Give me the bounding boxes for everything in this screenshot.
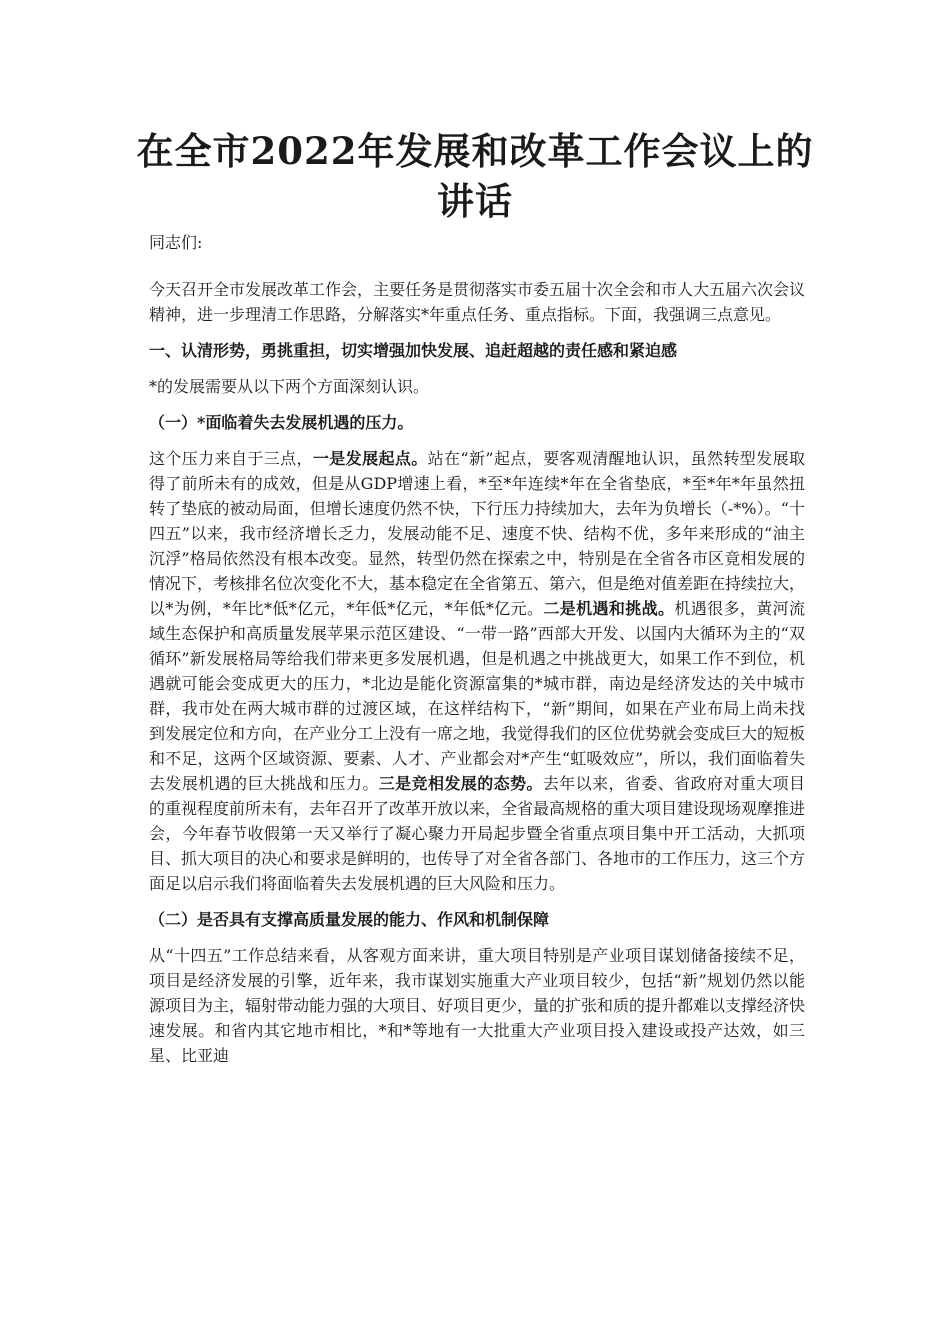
paragraph-text: 站在“新”起点，要客观清醒地认识，虽然转型发展取得了前所未有的成效，但是从GDP增速上看，*至*年连续*年在全省垫底，*至*年*年虽然扭转了垫底的被动局面，但增长速度仍然不快，下行压力持续加大，去年为负增长（-*%）。“十四五”以来，我市经济增长乏力，发展动能不足、速度不快、结构不优，多年来形成的“油主沉浮”格局依然没有根本改变。显然，转型仍然在探索之中，特别是在全省各市区竟相发展的情况下，考核排名位次变化不大，基本稳定在全省第五、第六，但是绝对值差距在持续拉大，以*为例，*年比*低*亿元，*年低*亿元，*年低*亿元。 bbox=[149, 449, 806, 618]
point-2-label: 二是机遇和挑战。 bbox=[543, 599, 675, 618]
paragraph-capability: 从“十四五”工作总结来看，从客观方面来讲，重大项目特别是产业项目谋划储备接续不足，项目是经济发展的引擎，近年来，我市谋划实施重大产业项目较少，包括“新”规划仍然以能源项目为主，辐射带动能力强的大项目、好项目更少，量的扩张和质的提升都难以支撑经济快速发展。和省内其它地市相比，*和*等地有一大批重大产业项目投入建设或投产达效，如三星、比亚迪 bbox=[149, 946, 806, 1065]
paragraph-text: 这个压力来自于三点， bbox=[149, 449, 313, 468]
paragraph-text: 机遇很多，黄河流域生态保护和高质量发展苹果示范区建设、“一带一路”西部大开发、以国内大循环为主的“双循环”新发展格局等给我们带来更多发展机遇，但是机遇之中挑战更大，如果工作不到位，机遇就可能会变成更大的压力，*北边是能化资源富集的*城市群，南边是经济发达的关中城市群，我市处在两大城市群的过渡区域，在这样结构下，“新”期间，如果在产业布局上尚未找到发展定位和方向，在产业分工上没有一席之地，我觉得我们的区位优势就会变成巨大的短板和不足，这两个区域资源、要素、人才、产业都会对*产生“虹吸效应”，所以，我们面临着失去发展机遇的巨大挑战和压力。 bbox=[149, 599, 806, 793]
document-body bbox=[145, 230, 805, 1068]
paragraph-pressure bbox=[145, 446, 805, 896]
section-1-heading: 一、认清形势，勇挑重担，切实增强加快发展、追赶超越的责任感和紧迫感 bbox=[149, 341, 678, 360]
section-1-lead: *的发展需要从以下两个方面深刻认识。 bbox=[149, 377, 430, 396]
document-title: 在全市2022年发展和改革工作会议上的讲话 bbox=[136, 129, 814, 223]
point-1-label: 一是发展起点。 bbox=[312, 449, 428, 468]
paragraph-text: 去年以来，省委、省政府对重大项目的重视程度前所未有，去年召开了改革开放以来，全省最高规格的重大项目建设现场观摩推进会，今年春节收假第一天又举行了凝心聚力开局起步暨全省重点项目集中开工活动，大抓项目、抓大项目的决心和要求是鲜明的，也传导了对全省各部门、各地市的工作压力，这三个方面足以启示我们将面临着失去发展机遇的巨大风险和压力。 bbox=[149, 774, 806, 893]
salutation: 同志们: bbox=[149, 233, 203, 252]
intro-paragraph: 今天召开全市发展改革工作会，主要任务是贯彻落实市委五届十次全会和市人大五届六次会议精神，进一步理清工作思路，分解落实*年重点任务、重点指标。下面，我强调三点意见。 bbox=[149, 280, 806, 324]
subsection-2-heading: （二）是否具有支撑高质量发展的能力、作风和机制保障 bbox=[149, 910, 550, 929]
point-3-label: 三是竞相发展的态势。 bbox=[378, 774, 543, 793]
subsection-1-heading: （一）*面临着失去发展机遇的压力。 bbox=[149, 413, 414, 432]
